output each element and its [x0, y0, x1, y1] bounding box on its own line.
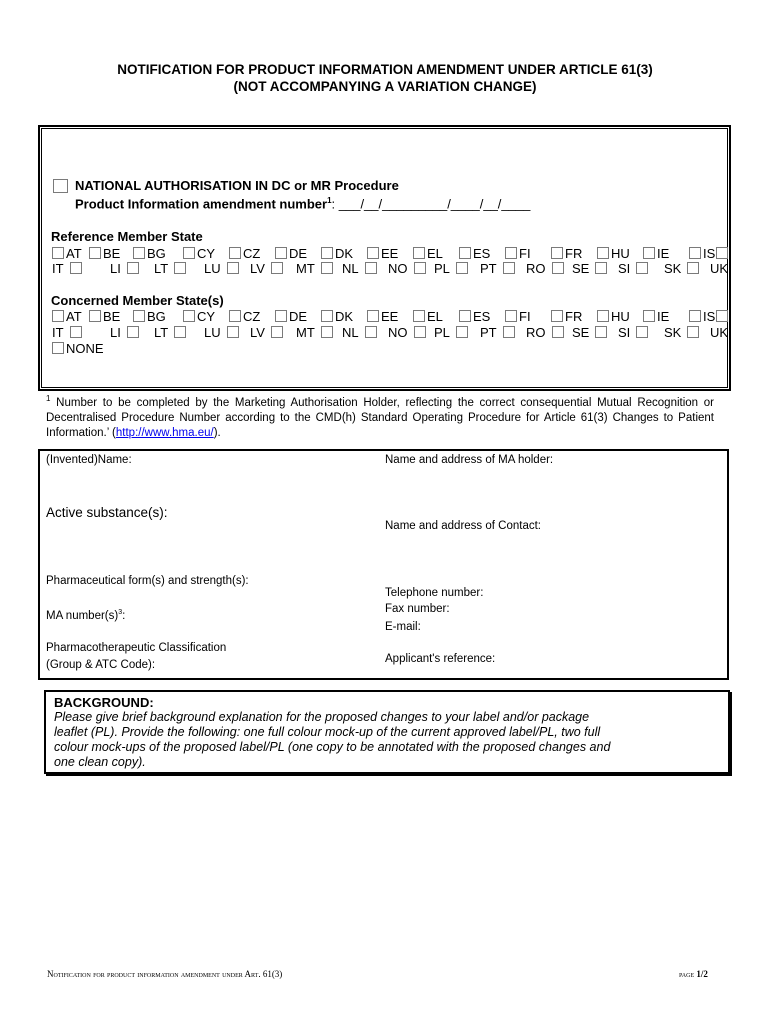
background-line-1: Please give brief background explanation for the proposed changes to your label and/or package: [54, 710, 590, 724]
concerned-checkbox-el[interactable]: [413, 310, 425, 322]
reference-option-es[interactable]: [459, 246, 490, 261]
concerned-option-li[interactable]: [110, 325, 141, 340]
reference-checkbox-cy[interactable]: [183, 247, 195, 259]
concerned-option-uk[interactable]: [710, 325, 728, 340]
concerned-option-be[interactable]: [89, 309, 120, 324]
concerned-checkbox-ie[interactable]: [643, 310, 655, 322]
reference-checkbox-no[interactable]: [365, 262, 377, 274]
telephone-label: Telephone number:: [385, 587, 484, 599]
reference-checkbox-lt[interactable]: [127, 262, 139, 274]
reference-label-si: SI: [618, 261, 631, 276]
concerned-checkbox-it[interactable]: [716, 310, 728, 322]
reference-option-pt[interactable]: [480, 261, 517, 276]
concerned-option-fr[interactable]: [551, 309, 582, 324]
reference-checkbox-is[interactable]: [689, 247, 701, 259]
concerned-checkbox-ee[interactable]: [367, 310, 379, 322]
reference-option-ie[interactable]: [643, 246, 669, 261]
reference-checkbox-uk[interactable]: [687, 262, 699, 274]
concerned-option-pl[interactable]: [434, 325, 470, 340]
concerned-option-it[interactable]: [52, 325, 84, 340]
concerned-option-sk[interactable]: [664, 325, 701, 340]
reference-checkbox-mt[interactable]: [271, 262, 283, 274]
reference-label-se: SE: [572, 261, 590, 276]
concerned-label-no: NO: [388, 325, 408, 340]
reference-checkbox-it[interactable]: [716, 247, 728, 259]
reference-label-nl: NL: [342, 261, 359, 276]
reference-option-at[interactable]: [52, 246, 82, 261]
concerned-option-lu[interactable]: [204, 325, 241, 340]
reference-option-cy[interactable]: [183, 246, 215, 261]
reference-label-dk: DK: [335, 246, 354, 261]
concerned-checkbox-fi[interactable]: [505, 310, 517, 322]
concerned-checkbox-lu[interactable]: [174, 326, 186, 338]
reference-checkbox-hu[interactable]: [597, 247, 609, 259]
reference-option-is[interactable]: [689, 246, 730, 261]
reference-option-hu[interactable]: [597, 246, 630, 261]
concerned-label-sk: SK: [664, 325, 682, 340]
amendment-number-field[interactable]: : ___/__/_________/____/__/____: [331, 196, 531, 212]
ma-number-colon: :: [122, 609, 126, 622]
national-authorisation-checkbox[interactable]: [53, 179, 68, 193]
concerned-label-ie: IE: [657, 309, 670, 324]
concerned-label-fr: FR: [565, 309, 583, 324]
concerned-checkbox-lt[interactable]: [127, 326, 139, 338]
concerned-option-mt[interactable]: [296, 325, 335, 340]
background-instructions: [54, 710, 610, 770]
concerned-checkbox-li[interactable]: [70, 326, 82, 338]
document-title-line1: NOTIFICATION FOR PRODUCT INFORMATION AMENDMENT UNDER ARTICLE 61(3): [117, 62, 653, 77]
concerned-checkbox-be[interactable]: [89, 310, 101, 322]
reference-label-bg: BG: [147, 246, 166, 261]
reference-option-be[interactable]: [89, 246, 120, 261]
background-line-2: leaflet (PL). Provide the following: one full colour mock-up of the current approved label/PL, two full: [54, 725, 601, 739]
reference-label-li: LI: [110, 261, 121, 276]
concerned-member-state-heading: Concerned Member State(s): [51, 293, 224, 308]
concerned-label-lv: LV: [250, 325, 265, 340]
concerned-checkbox-cz[interactable]: [229, 310, 241, 322]
concerned-option-ie[interactable]: [643, 309, 669, 324]
reference-label-cy: CY: [197, 246, 216, 261]
concerned-checkbox-nl[interactable]: [321, 326, 333, 338]
reference-checkbox-de[interactable]: [275, 247, 287, 259]
reference-checkbox-lu[interactable]: [174, 262, 186, 274]
concerned-label-is: IS: [703, 309, 716, 324]
active-substance-label: Active substance(s):: [46, 505, 168, 520]
reference-option-fr[interactable]: [551, 246, 582, 261]
page-footer-title: Notification for product information amendment under Art. 61(3): [47, 969, 283, 979]
concerned-option-ee[interactable]: [367, 309, 398, 324]
reference-checkbox-fr[interactable]: [551, 247, 563, 259]
footnote-tail: ).: [213, 426, 221, 439]
reference-label-pt: PT: [480, 261, 497, 276]
reference-option-it[interactable]: [52, 261, 84, 276]
concerned-option-nl[interactable]: [342, 325, 379, 340]
reference-label-fi: FI: [519, 246, 531, 261]
concerned-label-de: DE: [289, 309, 308, 324]
concerned-checkbox-se[interactable]: [552, 326, 564, 338]
reference-label-uk: UK: [710, 261, 729, 276]
concerned-label-lt: LT: [154, 325, 169, 340]
national-authorisation-heading: NATIONAL AUTHORISATION IN DC or MR Procedure: [75, 178, 399, 193]
reference-option-cz[interactable]: [229, 246, 260, 261]
concerned-checkbox-uk[interactable]: [687, 326, 699, 338]
footnote: [46, 391, 714, 441]
reference-option-ro[interactable]: [526, 261, 566, 276]
reference-checkbox-cz[interactable]: [229, 247, 241, 259]
reference-label-no: NO: [388, 261, 408, 276]
reference-label-el: EL: [427, 246, 443, 261]
reference-option-de[interactable]: [275, 246, 307, 261]
reference-option-ee[interactable]: [367, 246, 398, 261]
concerned-option-at[interactable]: [52, 309, 82, 324]
concerned-label-lu: LU: [204, 325, 221, 340]
reference-label-lt: LT: [154, 261, 169, 276]
reference-label-cz: CZ: [243, 246, 261, 261]
none-option[interactable]: [52, 341, 104, 356]
reference-label-is: IS: [703, 246, 716, 261]
reference-option-lt[interactable]: [154, 261, 188, 276]
reference-label-at: AT: [66, 246, 82, 261]
concerned-option-no[interactable]: [388, 325, 428, 340]
concerned-checkbox-cy[interactable]: [183, 310, 195, 322]
background-line-3: colour mock-ups of the proposed label/PL (one copy to be annotated with the proposed changes and: [54, 740, 611, 754]
concerned-label-se: SE: [572, 325, 590, 340]
concerned-option-hu[interactable]: [597, 309, 630, 324]
concerned-checkbox-fr[interactable]: [551, 310, 563, 322]
concerned-label-uk: UK: [710, 325, 729, 340]
reference-checkbox-nl[interactable]: [321, 262, 333, 274]
concerned-option-cy[interactable]: [183, 309, 215, 324]
reference-label-ee: EE: [381, 246, 399, 261]
concerned-option-bg[interactable]: [133, 309, 166, 324]
reference-checkbox-ee[interactable]: [367, 247, 379, 259]
pharmaceutical-form-label: Pharmaceutical form(s) and strength(s):: [46, 575, 249, 587]
classification-label-line1: Pharmacotherapeutic Classification: [46, 642, 227, 654]
concerned-checkbox-no[interactable]: [365, 326, 377, 338]
page-value: 1/2: [696, 969, 708, 979]
contact-label: Name and address of Contact:: [385, 520, 541, 532]
reference-checkbox-pt[interactable]: [456, 262, 468, 274]
concerned-checkbox-at[interactable]: [52, 310, 64, 322]
reference-checkbox-ro[interactable]: [503, 262, 515, 274]
concerned-label-li: LI: [110, 325, 121, 340]
concerned-option-dk[interactable]: [321, 309, 353, 324]
reference-label-de: DE: [289, 246, 308, 261]
ma-holder-label: Name and address of MA holder:: [385, 454, 554, 466]
concerned-option-de[interactable]: [275, 309, 307, 324]
reference-option-lu[interactable]: [204, 261, 241, 276]
reference-option-li[interactable]: [110, 261, 141, 276]
ma-footnote-ref: 3: [118, 609, 123, 616]
concerned-label-cz: CZ: [243, 309, 261, 324]
concerned-label-it: IT: [52, 325, 64, 340]
concerned-option-ro[interactable]: [526, 325, 566, 340]
reference-checkbox-be[interactable]: [89, 247, 101, 259]
reference-label-lu: LU: [204, 261, 221, 276]
reference-checkbox-dk[interactable]: [321, 247, 333, 259]
reference-option-sk[interactable]: [664, 261, 701, 276]
concerned-checkbox-ro[interactable]: [503, 326, 515, 338]
concerned-option-is[interactable]: [689, 309, 730, 324]
reference-option-si[interactable]: [618, 261, 650, 276]
reference-option-lv[interactable]: [250, 261, 285, 276]
reference-label-fr: FR: [565, 246, 583, 261]
concerned-option-cz[interactable]: [229, 309, 260, 324]
reference-checkbox-lv[interactable]: [227, 262, 239, 274]
concerned-label-fi: FI: [519, 309, 531, 324]
concerned-checkbox-si[interactable]: [595, 326, 607, 338]
reference-option-mt[interactable]: [296, 261, 335, 276]
invented-name-label: (Invented)Name:: [46, 454, 132, 466]
fax-label: Fax number:: [385, 603, 450, 615]
reference-member-state-heading: Reference Member State: [51, 229, 203, 244]
ma-number-label: [46, 609, 125, 622]
concerned-option-si[interactable]: [618, 325, 650, 340]
concerned-label-pl: PL: [434, 325, 450, 340]
footnote-number: 1: [46, 394, 51, 403]
reference-label-it: IT: [52, 261, 64, 276]
document-title-line2: (NOT ACCOMPANYING A VARIATION CHANGE): [233, 79, 537, 94]
background-line-4: one clean copy).: [54, 755, 146, 769]
reference-label-sk: SK: [664, 261, 682, 276]
concerned-checkbox-mt[interactable]: [271, 326, 283, 338]
concerned-checkbox-is[interactable]: [689, 310, 701, 322]
concerned-label-dk: DK: [335, 309, 354, 324]
concerned-checkbox-sk[interactable]: [636, 326, 648, 338]
concerned-label-be: BE: [103, 309, 121, 324]
concerned-checkbox-hu[interactable]: [597, 310, 609, 322]
reference-option-nl[interactable]: [342, 261, 379, 276]
reference-option-bg[interactable]: [133, 246, 166, 261]
hma-link[interactable]: http://www.hma.eu/: [115, 426, 214, 439]
reference-checkbox-se[interactable]: [552, 262, 564, 274]
background-heading: BACKGROUND:: [54, 695, 154, 710]
reference-label-es: ES: [473, 246, 491, 261]
footnote-text: Number to be completed by the Marketing Authorisation Holder, reflecting the correct consequential Mutual Recognition or Decentralised Procedure Number according to the CMD(h) Standard Operating Procedure for Article 61(3) Changes to Patient Information.’ (: [46, 396, 714, 439]
concerned-checkbox-dk[interactable]: [321, 310, 333, 322]
page-number: [679, 969, 708, 979]
concerned-label-bg: BG: [147, 309, 166, 324]
concerned-option-lt[interactable]: [154, 325, 188, 340]
concerned-option-fi[interactable]: [505, 309, 531, 324]
concerned-checkbox-lv[interactable]: [227, 326, 239, 338]
concerned-label-ro: RO: [526, 325, 546, 340]
reference-checkbox-fi[interactable]: [505, 247, 517, 259]
concerned-option-el[interactable]: [413, 309, 443, 324]
reference-option-uk[interactable]: [710, 261, 728, 276]
reference-option-se[interactable]: [572, 261, 609, 276]
concerned-label-el: EL: [427, 309, 443, 324]
concerned-label-cy: CY: [197, 309, 216, 324]
concerned-label-nl: NL: [342, 325, 359, 340]
reference-checkbox-li[interactable]: [70, 262, 82, 274]
amendment-number-label: Product Information amendment number: [75, 196, 328, 212]
reference-option-no[interactable]: [388, 261, 428, 276]
concerned-label-at: AT: [66, 309, 82, 324]
reference-label-mt: MT: [296, 261, 315, 276]
reference-checkbox-si[interactable]: [595, 262, 607, 274]
concerned-label-mt: MT: [296, 325, 315, 340]
concerned-checkbox-pl[interactable]: [414, 326, 426, 338]
concerned-label-hu: HU: [611, 309, 630, 324]
amendment-number-line: [75, 196, 530, 211]
classification-label-line2: (Group & ATC Code):: [46, 659, 156, 671]
concerned-label-si: SI: [618, 325, 631, 340]
reference-checkbox-pl[interactable]: [414, 262, 426, 274]
amendment-footnote-ref: 1: [327, 196, 332, 205]
reference-checkbox-el[interactable]: [413, 247, 425, 259]
reference-checkbox-at[interactable]: [52, 247, 64, 259]
reference-option-dk[interactable]: [321, 246, 353, 261]
reference-label-ie: IE: [657, 246, 670, 261]
concerned-option-se[interactable]: [572, 325, 609, 340]
reference-option-el[interactable]: [413, 246, 443, 261]
reference-label-lv: LV: [250, 261, 265, 276]
reference-option-pl[interactable]: [434, 261, 470, 276]
concerned-label-ee: EE: [381, 309, 399, 324]
concerned-label-pt: PT: [480, 325, 497, 340]
concerned-checkbox-bg[interactable]: [133, 310, 145, 322]
applicant-reference-label: Applicant's reference:: [385, 653, 496, 665]
concerned-label-es: ES: [473, 309, 491, 324]
email-label: E-mail:: [385, 621, 421, 633]
none-checkbox[interactable]: [52, 342, 64, 354]
ma-number-text: MA number(s): [46, 609, 119, 622]
reference-checkbox-sk[interactable]: [636, 262, 648, 274]
reference-label-pl: PL: [434, 261, 450, 276]
concerned-checkbox-de[interactable]: [275, 310, 287, 322]
reference-option-fi[interactable]: [505, 246, 531, 261]
page-label: page: [679, 969, 695, 979]
reference-checkbox-bg[interactable]: [133, 247, 145, 259]
concerned-option-es[interactable]: [459, 309, 490, 324]
concerned-option-lv[interactable]: [250, 325, 285, 340]
concerned-checkbox-es[interactable]: [459, 310, 471, 322]
concerned-option-pt[interactable]: [480, 325, 517, 340]
reference-label-be: BE: [103, 246, 121, 261]
none-label: NONE: [66, 341, 104, 356]
reference-label-hu: HU: [611, 246, 630, 261]
reference-checkbox-ie[interactable]: [643, 247, 655, 259]
concerned-checkbox-pt[interactable]: [456, 326, 468, 338]
reference-label-ro: RO: [526, 261, 546, 276]
reference-checkbox-es[interactable]: [459, 247, 471, 259]
